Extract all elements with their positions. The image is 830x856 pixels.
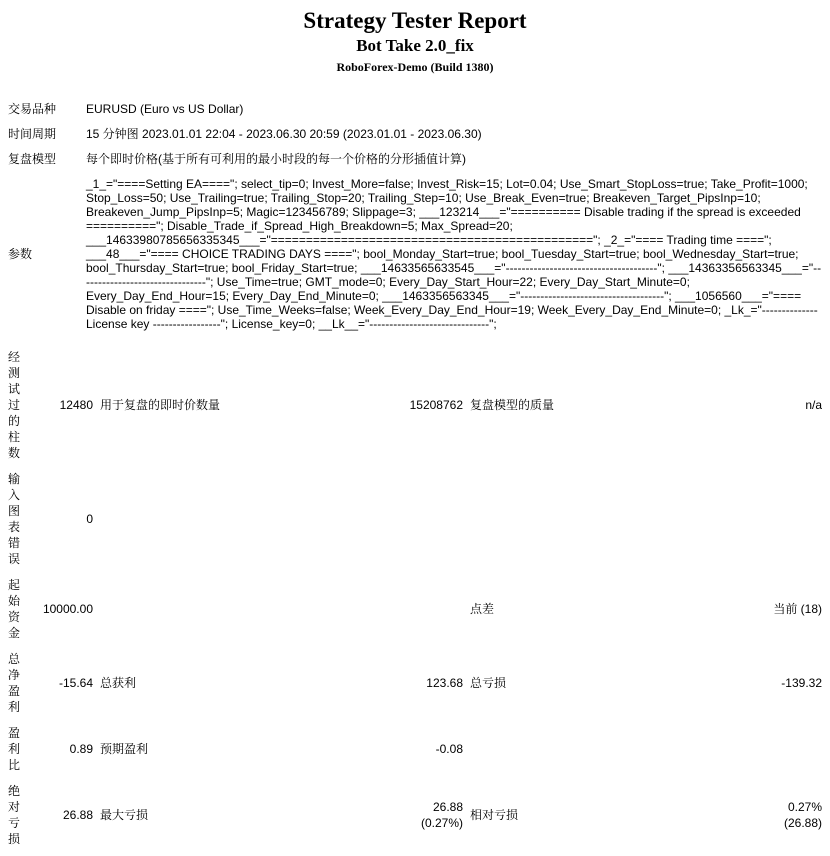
- stats-table: [8, 344, 822, 852]
- total-net-profit-label: 总净盈利: [8, 652, 21, 715]
- info-row-model: [8, 146, 822, 171]
- empty-cell: [753, 720, 822, 778]
- parameters-value: _1_="====Setting EA===="; select_tip=0; Invest_More=false; Invest_Risk=15; Lot=0.04; Use_Smart_StopLoss=true; Take_Profit=1000; Stop_Loss=50; Use_Trailing=true; Trailing_Stop=20; Trailing_Step=10; Use_Break_Even=true; Breakeven_Target_PipsInp=10; Breakeven_Jump_PipsInp=5; Magic=123456789; Slippage=3; ___123214___="========== Disable trading if the spread is exceeded =========="; Disable_Trade_if_Spread_High_Breakdown=5; Max_Spread=20; ___14633980785656335345___="=============================================="; _2_="==== Trading time ===="; ___48___="==== CHOICE TRADING DAYS ===="; bool_Monday_Start=true; bool_Tuesday_Start=true; bool_Wednesday_Start=true; bool_Thursday_Start=true; bool_Friday_Start=true; ___14633565633545___="--------------------------------------"; ___14363356563345___="--------------------------------"; Use_Time=true; GMT_mode=0; Every_Day_Start_Hour=22; Every_Day_Start_Minute=0; Every_Day_End_Hour=15; Every_Day_End_Minute=0; ___1463356563345___="------------------------------------"; ___1056560___="==== Disable on friday ===="; Use_Time_Weeks=false; Week_Every_Day_End_Hour=19; Week_Every_Day_End_Minute=0; _Lk_="-------------- License key -----------------"; License_key=0; __Lk__="------------------------------";: [86, 177, 822, 332]
- initial-deposit-label: 起始资金: [8, 578, 21, 641]
- empty-cell: [463, 466, 753, 572]
- report-header: [8, 8, 822, 74]
- stats-row-bars-in-test: [8, 344, 822, 466]
- info-row-period: [8, 121, 822, 146]
- modelling-quality-label: 复盘模型的质量: [470, 398, 555, 413]
- initial-deposit-value: 10000.00: [42, 602, 93, 617]
- expected-payoff-label: 预期盈利: [100, 742, 149, 757]
- report-title: Strategy Tester Report: [303, 8, 527, 33]
- parameters-label: 参数: [8, 247, 33, 262]
- relative-drawdown-label: 相对亏损: [470, 808, 519, 823]
- spread-label: 点差: [470, 602, 495, 617]
- empty-cell: [93, 572, 395, 646]
- gross-loss-value: -139.32: [781, 676, 822, 691]
- stats-row-initial-deposit: [8, 572, 822, 646]
- ticks-modelled-value: 15208762: [409, 398, 463, 413]
- symbol-label: 交易品种: [8, 102, 57, 117]
- info-table: [8, 96, 822, 336]
- ticks-modelled-label: 用于复盘的即时价数量: [100, 398, 221, 413]
- total-net-profit-value: -15.64: [58, 676, 93, 691]
- relative-drawdown-value: 0.27% (26.88): [783, 800, 822, 831]
- info-row-symbol: [8, 96, 822, 121]
- model-label: 复盘模型: [8, 152, 57, 167]
- spread-value: 当前 (18): [773, 602, 822, 617]
- chart-errors-label: 输入图表错误: [8, 472, 21, 567]
- bars-in-test-value: 12480: [59, 398, 93, 413]
- report-server-build: RoboForex-Demo (Build 1380): [336, 59, 494, 74]
- stats-row-mismatched-charts-errors: [8, 466, 822, 572]
- report-bot-name: Bot Take 2.0_fix: [356, 36, 474, 56]
- info-row-parameters: [8, 171, 822, 336]
- empty-cell: [395, 466, 463, 572]
- absolute-drawdown-label: 绝对亏损: [8, 784, 21, 847]
- empty-cell: [93, 466, 395, 572]
- period-value: 15 分钟图 2023.01.01 22:04 - 2023.06.30 20:59 (2023.01.01 - 2023.06.30): [86, 127, 482, 142]
- bars-in-test-label: 经测试过的柱数: [8, 350, 21, 461]
- profit-factor-label: 盈利比: [8, 726, 21, 773]
- maximal-drawdown-label: 最大亏损: [100, 808, 149, 823]
- profit-factor-value: 0.89: [69, 742, 93, 757]
- gross-loss-label: 总亏损: [470, 676, 507, 691]
- modelling-quality-value: n/a: [805, 398, 822, 413]
- empty-cell: [463, 720, 753, 778]
- gross-profit-label: 总获利: [100, 676, 137, 691]
- absolute-drawdown-value: 26.88: [62, 808, 93, 823]
- stats-row-absolute-drawdown: [8, 778, 822, 852]
- maximal-drawdown-value: 26.88 (0.27%): [420, 800, 463, 831]
- gross-profit-value: 123.68: [426, 676, 463, 691]
- stats-row-profit-factor: [8, 720, 822, 778]
- model-value: 每个即时价格(基于所有可利用的最小时段的每一个价格的分形插值计算): [86, 152, 466, 167]
- expected-payoff-value: -0.08: [435, 742, 463, 757]
- period-label: 时间周期: [8, 127, 57, 142]
- empty-cell: [395, 572, 463, 646]
- chart-errors-value: 0: [86, 512, 93, 527]
- symbol-value: EURUSD (Euro vs US Dollar): [86, 102, 244, 117]
- stats-row-total-net-profit: [8, 646, 822, 720]
- empty-cell: [753, 466, 822, 572]
